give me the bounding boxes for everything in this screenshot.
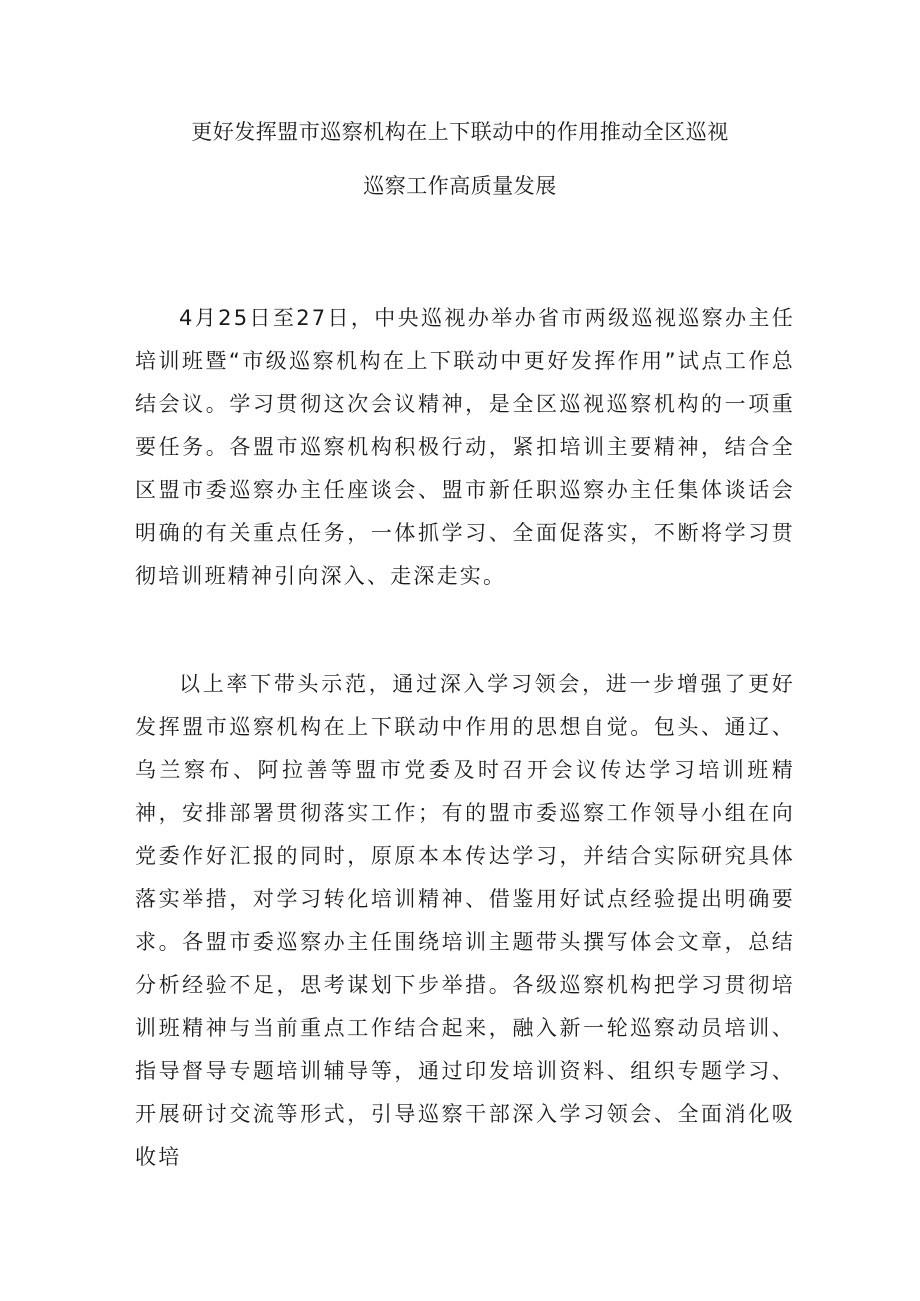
body-paragraph-1: 4月25日至27日，中央巡视办举办省市两级巡视巡察办主任培训班暨“市级巡察机构在上下联动中更好发挥作用”试点工作总结会议。学习贯彻这次会议精神，是全区巡视巡察机构的一项重要任务。各盟市巡察机构积极行动，紧扣培训主要精神，结合全区盟市委巡察办主任座谈会、盟市新任职巡察办主任集体谈话会明确的有关重点任务，一体抓学习、全面促落实，不断将学习贯彻培训班精神引向深入、走深走实。: [135, 306, 795, 588]
document-title-line-2: 巡察工作高质量发展: [363, 174, 557, 198]
document-title-line-1: 更好发挥盟市巡察机构在上下联动中的作用推动全区巡视: [191, 120, 729, 144]
body-paragraph-2: 以上率下带头示范，通过深入学习领会，进一步增强了更好发挥盟市巡察机构在上下联动中作用的思想自觉。包头、通辽、乌兰察布、阿拉善等盟市党委及时召开会议传达学习培训班精神，安排部署贯彻落实工作；有的盟市委巡察工作领导小组在向党委作好汇报的同时，原原本本传达学习，并结合实际研究具体落实举措，对学习转化培训精神、借鉴用好试点经验提出明确要求。各盟市委巡察办主任围绕培训主题带头撰写体会文章，总结分析经验不足，思考谋划下步举措。各级巡察机构把学习贯彻培训班精神与当前重点工作结合起来，融入新一轮巡察动员培训、指导督导专题培训辅导等，通过印发培训资料、组织专题学习、开展研讨交流等形式，引导巡察干部深入学习领会、全面消化吸收培: [135, 672, 795, 1169]
